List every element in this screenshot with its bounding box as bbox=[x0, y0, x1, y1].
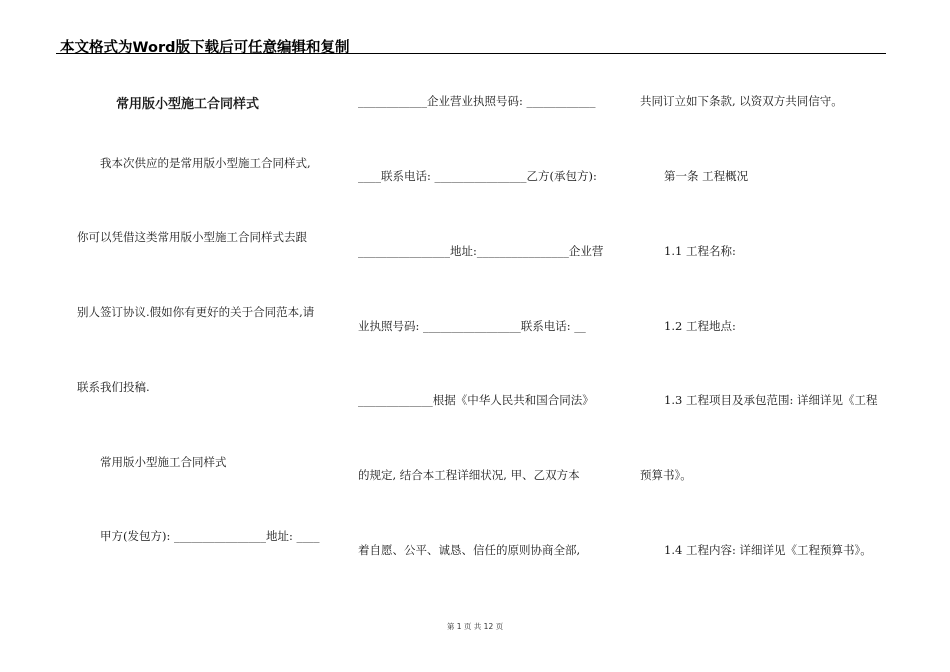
page-number: 第 1 页 共 12 页 bbox=[446, 622, 504, 631]
col2-line-5: _____________根据《中华人民共和国合同法》 bbox=[358, 393, 594, 407]
col1-line-4: 别人签订协议.假如你有更好的关于合同范本,请 bbox=[77, 305, 315, 319]
clause-1-3-cont: 预算书》。 bbox=[640, 468, 692, 482]
clause-1-3: 1.3 工程项目及承包范围: 详细详见《工程 bbox=[664, 393, 878, 407]
col1-party-a: 甲方(发包方): ________________地址: ____ bbox=[100, 529, 320, 543]
col2-line-2: ____联系电话: ________________乙方(承包方): bbox=[358, 169, 597, 183]
section-heading-1: 第一条 工程概况 bbox=[664, 169, 749, 183]
header-divider bbox=[56, 53, 886, 54]
col2-line-7: 着自愿、公平、诚恳、信任的原则协商全部, bbox=[358, 543, 581, 557]
clause-1-1: 1.1 工程名称: bbox=[664, 244, 736, 258]
document-header-title: 本文格式为Word版下载后可任意编辑和复制 bbox=[60, 40, 350, 56]
col1-line-5: 联系我们投稿. bbox=[77, 380, 150, 394]
col3-line-1: 共同订立如下条款, 以资双方共同信守。 bbox=[640, 94, 843, 108]
contract-title: 常用版小型施工合同样式 bbox=[116, 97, 260, 112]
col1-subtitle: 常用版小型施工合同样式 bbox=[100, 455, 227, 469]
col2-line-1: ____________企业营业执照号码: ____________ bbox=[358, 94, 596, 108]
col1-line-2: 我本次供应的是常用版小型施工合同样式, bbox=[100, 156, 311, 170]
col2-line-4: 业执照号码: _________________联系电话: __ bbox=[358, 319, 586, 333]
clause-1-2: 1.2 工程地点: bbox=[664, 319, 736, 333]
col1-line-3: 你可以凭借这类常用版小型施工合同样式去跟 bbox=[77, 230, 307, 244]
col2-line-6: 的规定, 结合本工程详细状况, 甲、乙双方本 bbox=[358, 468, 580, 482]
clause-1-4: 1.4 工程内容: 详细详见《工程预算书》。 bbox=[664, 543, 872, 557]
col2-line-3: ________________地址:________________企业营 bbox=[358, 244, 604, 258]
